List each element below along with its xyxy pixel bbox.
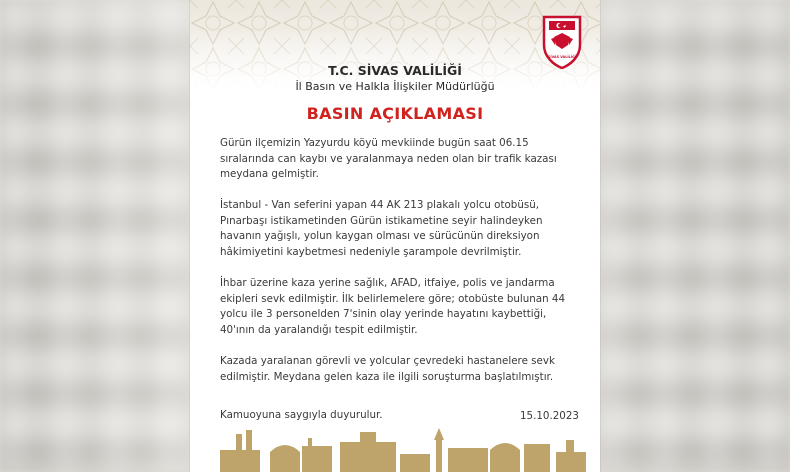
emblem-caption: SİVAS VALİLİĞİ <box>547 55 577 59</box>
department-subtitle: İl Basın ve Halkla İlişkiler Müdürlüğü <box>295 80 495 93</box>
press-release-headline: BASIN AÇIKLAMASI <box>306 104 484 123</box>
paragraph-3: İhbar üzerine kaza yerine sağlık, AFAD, itfaiye, polis ve jandarma ekipleri sevk edilmiştir. İlk belirlemelere göre; otobüste bulunan 44 yolcu ile 3 personelden 7'sinin olay yerinde hayatını kaybettiği, 40'ının da yaralandığı tespit edilmiştir. <box>220 277 566 336</box>
closing-line: Kamuoyuna saygıyla duyurulur. <box>220 409 383 421</box>
institution-title: T.C. SİVAS VALİLİĞİ <box>328 63 462 78</box>
city-skyline-illustration <box>190 420 600 472</box>
paragraph-1: Gürün ilçemizin Yazyurdu köyü mevkiinde bugün saat 06.15 sıralarında can kaybı ve yaralanmaya neden olan bir trafik kazası meydana gelmiştir. <box>220 137 557 180</box>
sivas-governorship-emblem <box>540 15 584 69</box>
header-pattern <box>190 0 600 92</box>
release-date: 15.10.2023 <box>520 410 579 422</box>
paragraph-2: İstanbul - Van seferini yapan 44 AK 213 plakalı yolcu otobüsü, Pınarbaşı istikametinden Gürün istikametine seyir halindeyken havanın yağışlı, yolun kaygan olması ve sürücünün direksiyon hâkimiyetini kaybetmesi nedeniyle şarampole devrilmiştir. <box>220 199 543 258</box>
press-release-document <box>190 0 600 472</box>
paragraph-4: Kazada yaralanan görevli ve yolcular çevredeki hastanelere sevk edilmiştir. Meydana gelen kaza ile ilgili soruşturma başlatılmıştır. <box>220 355 555 383</box>
